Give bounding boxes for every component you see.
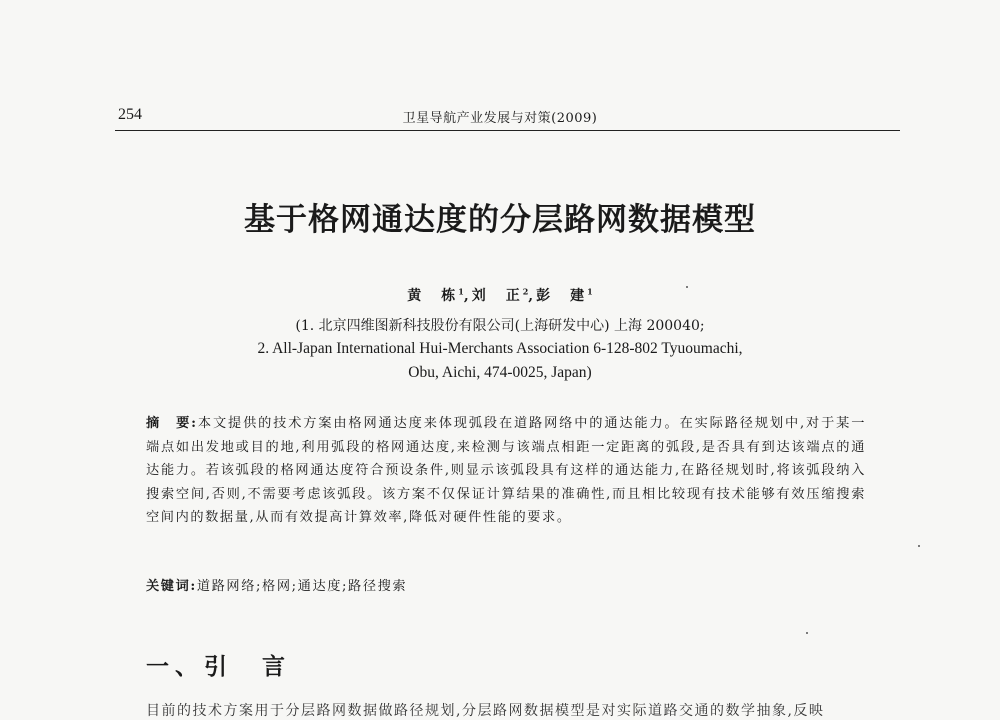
keywords-text: 道路网络;格网;通达度;路径搜索 — [196, 579, 408, 594]
scan-speck — [686, 286, 688, 288]
paper-title: 基于格网通达度的分层路网数据模型 — [244, 202, 756, 238]
author-name: 彭 建 — [536, 288, 588, 304]
scan-speck — [918, 545, 920, 547]
author-list: 黄 栋$^1$,刘 正$^2$,彭 建$^1$ — [407, 286, 593, 304]
author-affil-mark: 1 — [587, 286, 593, 297]
page-number: 254 — [118, 106, 142, 123]
abstract-label: 摘 要: — [146, 416, 198, 431]
author-affil-mark: 2 — [522, 286, 529, 297]
abstract — [146, 412, 866, 530]
running-head: 卫星导航产业发展与对策(2009) — [402, 111, 598, 126]
keywords-label: 关键词: — [146, 579, 197, 594]
affiliation-line: 2. All-Japan International Hui-Merchants Association 6-128-802 Tyuoumachi, — [257, 340, 743, 357]
body-text-partial: 目前的技术方案用于分层路网数据做路径规划,分层路网数据模型是对实际道路交通的数学抽象,反映 — [146, 703, 825, 719]
author-name: 黄 栋 — [407, 288, 459, 304]
author-affil-mark: 1 — [458, 286, 464, 297]
scan-speck — [806, 632, 808, 634]
keywords — [146, 575, 866, 594]
abstract-text: 本文提供的技术方案由格网通达度来体现弧段在道路网络中的通达能力。在实际路径规划中,对于某一端点如出发地或目的地,利用弧段的格网通达度,来检测与该端点相距一定距离的弧段,是否具有到达该端点的通达能力。若该弧段的格网通达度符合预设条件,则显示该弧段具有这样的通达能力,在路径规划时,将该弧段纳入搜索空间,否则,不需要考虑该弧段。该方案不仅保证计算结果的准确性,而且相比较现有技术能够有效压缩搜索空间内的数据量,从而有效提高计算效率,降低对硬件性能的要求。 — [146, 416, 867, 525]
section-heading: 一、引 言 — [146, 654, 291, 680]
affiliation-line: Obu, Aichi, 474-0025, Japan) — [408, 364, 592, 381]
author-name: 刘 正 — [471, 288, 523, 304]
header-rule — [115, 130, 900, 131]
affiliation-line: (1. 北京四维图新科技股份有限公司(上海研发中心) 上海 200040; — [295, 318, 705, 334]
